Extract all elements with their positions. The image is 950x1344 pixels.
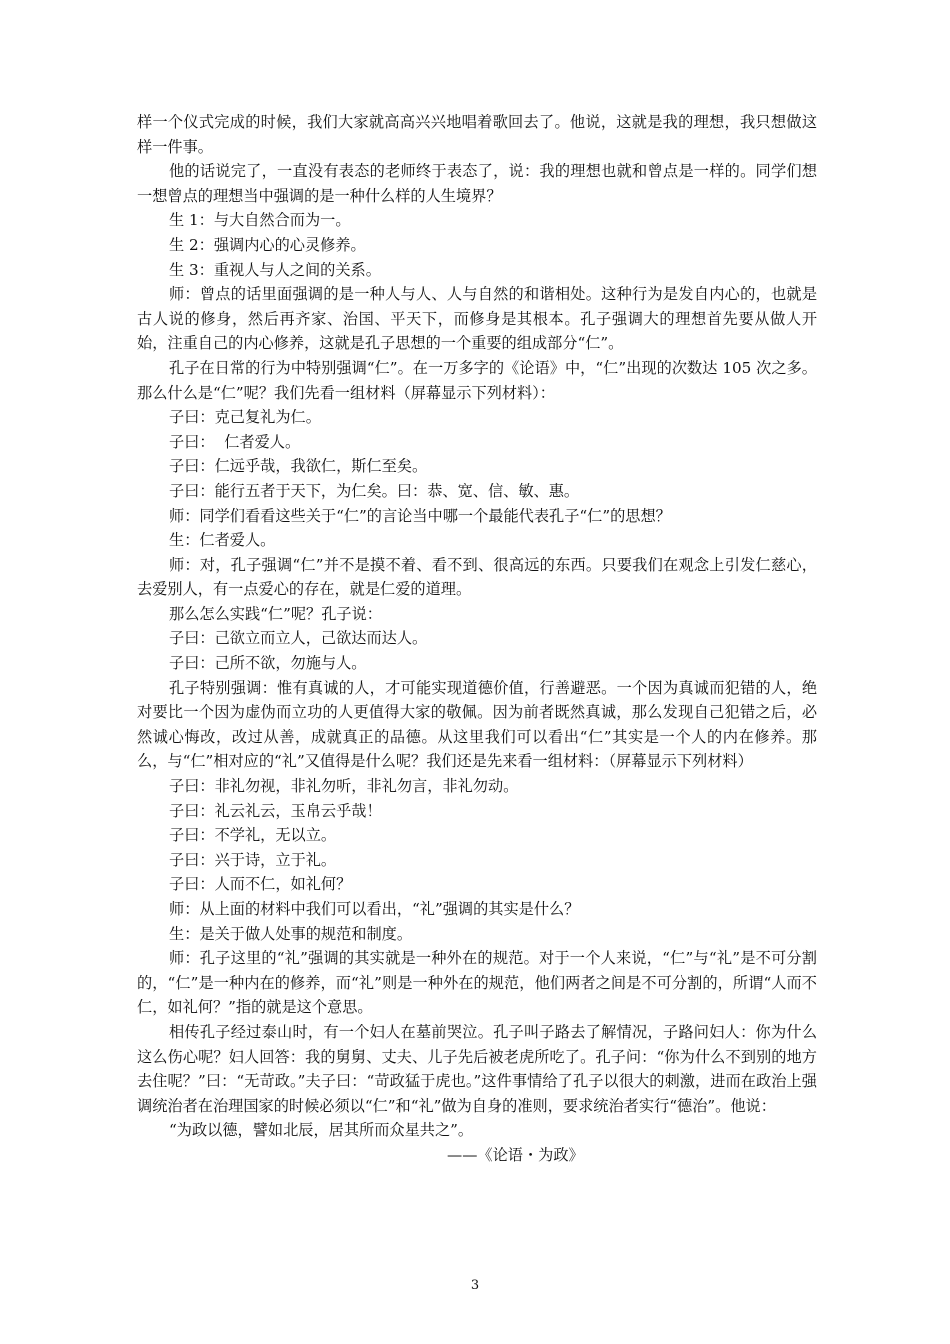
quote-source: ——《论语・为政》 [447, 1145, 584, 1164]
confucius-quote: 子曰：非礼勿视，非礼勿听，非礼勿言，非礼勿动。 [169, 777, 519, 796]
page-number: 3 [470, 1278, 480, 1293]
student-answer: 生 1：与大自然合而为一。 [169, 211, 351, 230]
student-answer: 生：是关于做人处事的规范和制度。 [169, 924, 412, 943]
student-answer: 生 3：重视人与人之间的关系。 [169, 260, 381, 279]
teacher-paragraph: 师：对，孔子强调“仁”并不是摸不着、看不到、很高远的东西。只要我们在观念上引发仁慈心，去爱别人，有一点爱心的存在，就是仁爱的道理。 [137, 555, 817, 599]
confucius-quote: 子曰：礼云礼云，玉帛云乎哉！ [169, 801, 382, 820]
confucius-quote: 子曰：不学礼，无以立。 [169, 826, 337, 845]
confucius-quote: 子曰：仁远乎哉，我欲仁，斯仁至矣。 [169, 457, 428, 476]
student-answer: 生 2：强调内心的心灵修养。 [169, 235, 366, 254]
paragraph: 孔子在日常的行为中特别强调“仁”。在一万多字的《论语》中，“仁”出现的次数达 105 次之多。那么什么是“仁”呢？我们先看一组材料（屏幕显示下列材料）： [137, 358, 817, 402]
paragraph: 样一个仪式完成的时候，我们大家就高高兴兴地唱着歌回去了。他说，这就是我的理想，我只想做这样一件事。 [137, 113, 817, 156]
teacher-paragraph: 师：同学们看看这些关于“仁”的言论当中哪一个最能代表孔子“仁”的思想？ [169, 506, 671, 525]
confucius-quote: 子曰：克己复礼为仁。 [169, 408, 321, 427]
confucius-quote: 子曰：能行五者于天下，为仁矣。曰：恭、宽、信、敏、惠。 [169, 481, 580, 500]
confucius-quote: 子曰：己欲立而立人，己欲达而达人。 [169, 629, 428, 648]
document-body [137, 110, 817, 1168]
paragraph: 那么怎么实践“仁”呢？孔子说： [169, 604, 382, 623]
teacher-paragraph: 师：曾点的话里面强调的是一种人与人、人与自然的和谐相处。这种行为是发自内心的，也就是古人说的修身，然后再齐家、治国、平天下，而修身是其根本。孔子强调大的理想首先要从做人开始，注重自己的内心修养，这就是孔子思想的一个重要的组成部分“仁”。 [137, 285, 817, 353]
confucius-quote: 子曰： 仁者爱人。 [169, 432, 301, 451]
teacher-paragraph: 师：孔子这里的“礼”强调的其实就是一种外在的规范。对于一个人来说，“仁”与“礼”是不可分割的，“仁”是一种内在的修养，而“礼”则是一种外在的规范，他们两者之间是不可分割的，所谓“人而不仁，如礼何？”指的就是这个意思。 [137, 949, 817, 1017]
analects-quote: “为政以德，譬如北辰，居其所而众星共之”。 [169, 1121, 474, 1140]
confucius-quote: 子曰：兴于诗，立于礼。 [169, 850, 337, 869]
confucius-quote: 子曰：人而不仁，如礼何？ [169, 875, 352, 894]
paragraph: 他的话说完了，一直没有表态的老师终于表态了，说：我的理想也就和曾点是一样的。同学们想一想曾点的理想当中强调的是一种什么样的人生境界？ [137, 162, 817, 205]
confucius-quote: 子曰：己所不欲，勿施与人。 [169, 654, 367, 673]
paragraph: 相传孔子经过泰山时，有一个妇人在墓前哭泣。孔子叫子路去了解情况，子路问妇人：你为什么这么伤心呢？妇人回答：我的舅舅、丈夫、儿子先后被老虎所吃了。孔子问：“你为什么不到别的地方去住呢？”曰：“无苛政。”夫子曰：“苛政猛于虎也。”这件事情给了孔子以很大的刺激，进而在政治上强调统治者在治理国家的时候必须以“仁”和“礼”做为自身的准则，要求统治者实行“德治”。他说： [137, 1022, 817, 1115]
paragraph: 孔子特别强调：惟有真诚的人，才可能实现道德价值，行善避恶。一个因为真诚而犯错的人，绝对要比一个因为虚伪而立功的人更值得大家的敬佩。因为前者既然真诚，那么发现自己犯错之后，必然诚心悔改，改过从善，成就真正的品德。从这里我们可以看出“仁”其实是一个人的内在修养。那么，与“仁”相对应的“礼”又值得是什么呢？我们还是先来看一组材料：（屏幕显示下列材料） [137, 678, 817, 771]
student-answer: 生：仁者爱人。 [169, 531, 276, 550]
teacher-paragraph: 师：从上面的材料中我们可以看出，“礼”强调的其实是什么？ [169, 900, 580, 918]
